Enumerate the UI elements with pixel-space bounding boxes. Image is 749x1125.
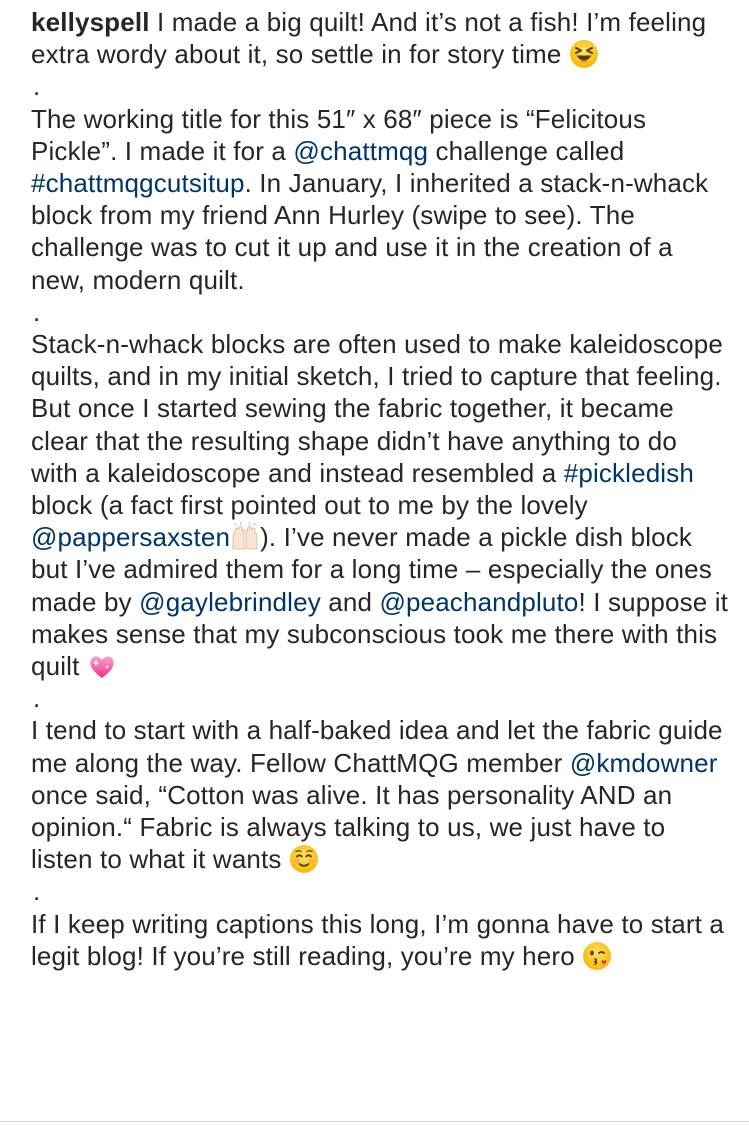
author-username-link[interactable]: kellyspell [31,7,150,37]
caption-paragraph-3 [31,328,731,682]
caption-dot-separator: . [33,296,41,327]
caption-dot-separator: . [33,683,41,714]
caption-text: block (a fact first pointed out to me by the lovely [31,490,588,521]
caption-paragraph-5 [31,908,731,972]
caption-paragraph-4 [31,714,731,875]
mention-link-pappersaxsten[interactable]: @pappersaxsten [31,522,231,553]
caption-text: challenge called [428,135,625,166]
raised-hands-emoji-icon [230,522,260,552]
mention-link-kmdowner[interactable]: @kmdowner [569,747,718,778]
caption-paragraph-1 [31,6,731,70]
caption-text: If I keep writing captions this long, I’m gonna have to start a legit blog! If you’re still reading, you’re my hero [31,908,725,971]
smiling-blush-emoji-icon [289,844,319,874]
kissing-wink-emoji-icon [582,941,612,971]
hashtag-link-chattmqgcutsitup[interactable]: #chattmqgcutsitup [31,168,245,199]
mention-link-peachandpluto[interactable]: @peachandpluto [379,586,579,617]
caption-text: . In January, I inherited a stack-n-whack block from my friend Ann Hurley (swipe to see). The challenge was to cut it up and use it in the creation of a new, modern quilt. [31,168,709,295]
sparkling-heart-emoji-icon [87,651,117,681]
caption-text: once said, “Cotton was alive. It has personality AND an opinion.“ Fabric is always talking to us, we just have to listen to what it wants [31,779,673,875]
caption-text: ! I suppose it makes sense that my subconscious took me there with this quilt [31,586,729,682]
caption-text: Stack-n-whack blocks are often used to make kaleidoscope quilts, and in my initial sketch, I tried to capture that feeling. But once I started sewing the fabric together, it became clear that the resulting shape didn’t have anything to do with a kaleidoscope and instead resembled a [31,329,723,488]
mention-link-chattmqg[interactable]: @chattmqg [293,135,429,166]
caption-text: ). I’ve never made a pickle dish block but I’ve admired them for a long time – especially the ones made by [31,522,712,617]
laughing-squint-emoji-icon [569,39,599,69]
hashtag-link-pickledish[interactable]: #pickledish [563,457,694,488]
caption-dot-separator: . [33,876,41,907]
post-caption [31,6,731,972]
mention-link-gaylebrindley[interactable]: @gaylebrindley [139,586,321,617]
caption-paragraph-2 [31,103,731,296]
caption-dot-separator: . [33,71,41,102]
caption-text: and [320,586,380,617]
caption-text: I tend to start with a half-baked idea and let the fabric guide me along the way. Fellow ChattMQG member [31,715,723,778]
caption-text: I made a big quilt! And it’s not a fish! I’m feeling extra wordy about it, so settle in for story time [31,7,707,70]
caption-text: The working title for this 51″ x 68″ piece is “Felicitous Pickle”. I made it for a [31,103,647,166]
